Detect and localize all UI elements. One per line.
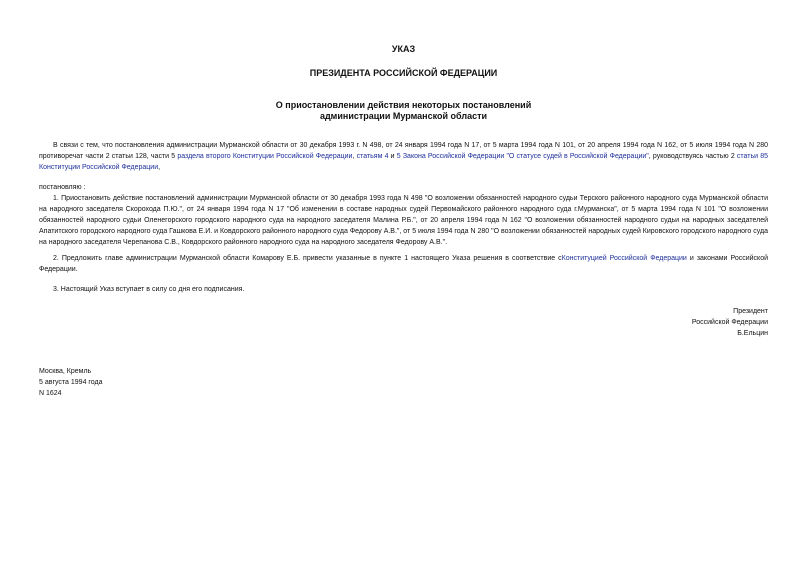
point-1-paragraph: 1. Приостановить действие постановлений администрации Мурманской области от 30 декабря 1993 года N 498 "О возложении обязанностей народного судьи Терского районного народного суда Мурманской области на народного заседателя Скорохода П.Ю.", от 24 января 1994 года N 17 "Об изменении в составе народных судей Первомайского районного народного суда г.Мурманска", от 5 марта 1994 года N 101 "О возложении обязанностей народного судьи Оленегорского городского народного суда на народного заседателя Малина Р.Б.", от 20 апреля 1994 года N 162 "О возложении обязанностей народного судьи на народных заседателей Апатитского городского народного суда Гашкова Е.И. и Ковдорского районного народного суда Федорову А.В.", от 5 июля 1994 года N 280 "О возложении обязанностей народных судей Кировского городского народного суда на народного заседателя Черепанова С.В., Ковдорского районного народного суда на народного заседателя Федорову А.В.". bbox=[39, 195, 768, 246]
resolve-word: постановляю : bbox=[39, 184, 86, 191]
point-2-text-1: 2. Предложить главе администрации Мурманской области Комарову Е.Б. привести указанные в пункте 1 настоящего Указа решения в соответствие с bbox=[53, 255, 562, 262]
point-2-paragraph bbox=[39, 253, 768, 275]
document-name-line-2: администрации Мурманской области bbox=[319, 111, 488, 121]
link-law-status-of-judges[interactable]: 5 Закона Российской Федерации "О статусе судей в Российской Федерации" bbox=[396, 153, 649, 160]
document-title: УКАЗ bbox=[391, 44, 416, 54]
link-constitution-section-2[interactable]: раздела второго Конституции Российской Федерации bbox=[177, 153, 353, 160]
place: Москва, Кремль bbox=[39, 368, 92, 375]
place-date-block bbox=[39, 366, 239, 399]
signature-title: Президент bbox=[733, 308, 768, 315]
preamble-text-4: , руководствуясь частью 2 bbox=[648, 153, 737, 160]
document-name-line-1: О приостановлении действия некоторых постановлений bbox=[275, 100, 532, 110]
link-constitution-article-85[interactable]: статьи 85 Конституции Российской Федерации bbox=[39, 153, 769, 171]
date: 5 августа 1994 года bbox=[39, 379, 103, 386]
signature-country: Российской Федерации bbox=[691, 319, 768, 326]
signature-block bbox=[568, 306, 768, 339]
link-constitution[interactable]: Конституцией Российской Федерации bbox=[561, 255, 687, 262]
point-2-text-2: и законами Российской Федерации. bbox=[39, 255, 768, 273]
preamble-text-5: , bbox=[158, 164, 161, 171]
document-subtitle: ПРЕЗИДЕНТА РОССИЙСКОЙ ФЕДЕРАЦИИ bbox=[309, 68, 498, 78]
preamble-paragraph bbox=[39, 140, 768, 173]
link-article-4[interactable]: статьям 4 bbox=[356, 153, 389, 160]
preamble-text-3: и bbox=[388, 153, 397, 160]
point-3-paragraph: 3. Настоящий Указ вступает в силу со дня его подписания. bbox=[53, 286, 245, 293]
signature-name: Б.Ельцин bbox=[737, 330, 768, 337]
preamble-text-1: В связи с тем, что постановления администрации Мурманской области от 30 декабря 1993 г. N 498, от 24 января 1994 года N 17, от 5 марта 1994 года N 101, от 20 апреля 1994 года N 162, от 5 июля 1994 года N 280 противоречат части 2 статьи 128, части 5 bbox=[39, 142, 768, 160]
preamble-text-2: , bbox=[352, 153, 357, 160]
decree-number: N 1624 bbox=[39, 390, 62, 397]
